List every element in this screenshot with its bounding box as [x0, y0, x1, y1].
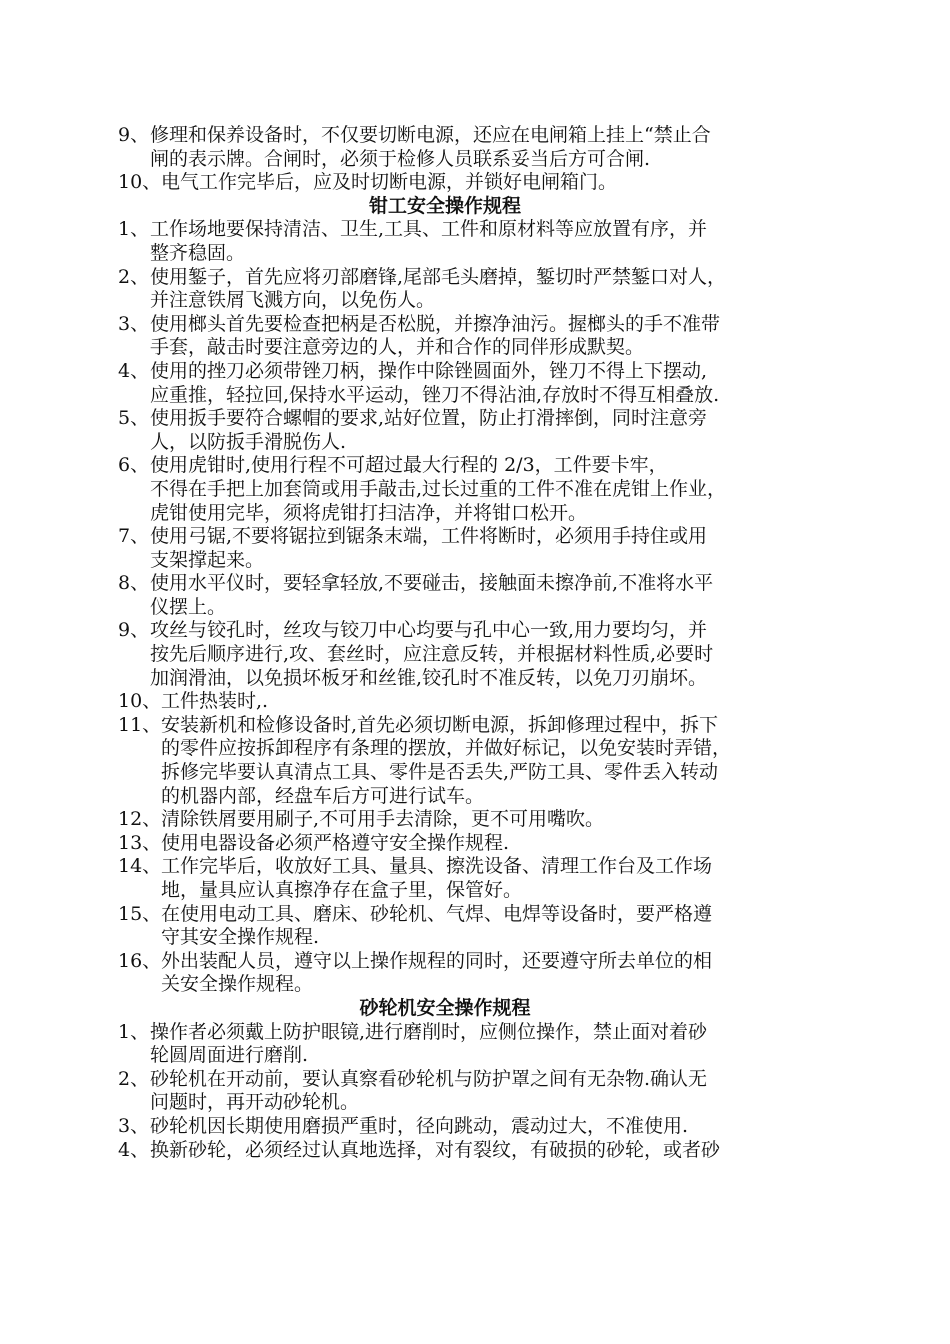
item-text-line: 工作场地要保持清洁、卫生,工具、工件和原材料等应放置有序，并 — [150, 218, 708, 241]
document-page — [118, 124, 832, 1162]
item-text-line: 守其安全操作规程. — [161, 926, 320, 949]
section-heading: 钳工安全操作规程 — [368, 194, 521, 217]
item-text-line: 清除铁屑要用刷子,不可用手去清除，更不可用嘴吹。 — [161, 808, 605, 831]
list-item — [118, 808, 832, 832]
item-text-line: 外出装配人员，遵守以上操作规程的同时，还要遵守所去单位的相 — [161, 949, 713, 972]
item-number: 9、 — [118, 124, 150, 146]
item-text-line: 整齐稳固。 — [150, 241, 246, 264]
item-text-line: 使用虎钳时,使用行程不可超过最大行程的 2/3，工件要卡牢， — [150, 454, 668, 477]
list-item — [118, 1021, 832, 1068]
list-item — [118, 266, 832, 313]
item-text-line: 拆修完毕要认真清点工具、零件是否丢失,严防工具、零件丢入转动 — [161, 761, 719, 784]
item-text-line: 轮圆周面进行磨削. — [150, 1044, 309, 1067]
item-number: 15、 — [118, 902, 162, 925]
item-text-line: 安装新机和检修设备时,首先必须切断电源，拆卸修理过程中，拆下 — [161, 713, 719, 736]
item-text-line: 不得在手把上加套筒或用手敲击,过长过重的工件不准在虎钳上作业， — [150, 477, 727, 500]
item-number: 1、 — [118, 1020, 150, 1043]
list-item — [118, 525, 832, 572]
item-text-line: 的机器内部，经盘车后方可进行试车。 — [161, 784, 485, 807]
item-text-line: 地，量具应认真擦净存在盒子里，保管好。 — [161, 879, 523, 901]
item-number: 14、 — [118, 855, 162, 878]
list-item — [118, 572, 832, 619]
item-number: 3、 — [118, 312, 150, 335]
list-item — [118, 1068, 832, 1115]
item-number: 4、 — [118, 359, 150, 382]
item-text-line: 手套，敲击时要注意旁边的人，并和合作的同伴形成默契。 — [150, 336, 645, 359]
item-text-line: 闸的表示牌。合闸时，必须于检修人员联系妥当后方可合闸. — [150, 147, 651, 170]
item-text-line: 加润滑油，以免损坏板牙和丝锥,铰孔时不准反转，以免刀刃崩坏。 — [150, 666, 708, 689]
list-item — [118, 690, 832, 714]
list-item — [118, 124, 832, 171]
item-text-line: 修理和保养设备时，不仅要切断电源，还应在电闸箱上挂上“禁止合 — [150, 124, 711, 146]
list-item — [118, 855, 832, 902]
list-item — [118, 454, 832, 525]
list-item — [118, 903, 832, 950]
item-number: 1、 — [118, 218, 150, 241]
list-item — [118, 714, 832, 808]
list-item — [118, 171, 832, 195]
item-text-line: 电气工作完毕后，应及时切断电源，并锁好电闸箱门。 — [161, 171, 618, 194]
item-number: 11、 — [118, 713, 162, 736]
item-text-line: 砂轮机在开动前，要认真察看砂轮机与防护罩之间有无杂物.确认无 — [150, 1067, 708, 1090]
item-number: 8、 — [118, 572, 150, 595]
section-heading: 砂轮机安全操作规程 — [359, 996, 531, 1019]
item-number: 6、 — [118, 454, 150, 477]
item-text-line: 在使用电动工具、磨床、砂轮机、气焊、电焊等设备时，要严格遵 — [161, 902, 713, 925]
list-item — [118, 313, 832, 360]
item-text-line: 使用扳手要符合螺帽的要求,站好位置，防止打滑摔倒，同时注意旁 — [150, 407, 708, 430]
item-text-line: 工作完毕后，收放好工具、量具、擦洗设备、清理工作台及工作场 — [161, 855, 713, 878]
item-number: 7、 — [118, 525, 150, 548]
section — [118, 997, 832, 1162]
item-text-line: 使用弓锯,不要将锯拉到锯条末端，工件将断时，必须用手持住或用 — [150, 525, 708, 548]
item-number: 3、 — [118, 1114, 150, 1137]
item-text-line: 攻丝与铰孔时，丝攻与铰刀中心均要与孔中心一致,用力要均匀，并 — [150, 619, 708, 642]
item-number: 9、 — [118, 619, 150, 642]
list-item — [118, 950, 832, 997]
list-item — [118, 1115, 832, 1139]
item-number: 10、 — [118, 171, 162, 194]
item-text-line: 关安全操作规程。 — [161, 973, 314, 996]
item-text-line: 人，以防扳手滑脱伤人. — [150, 430, 347, 453]
item-number: 2、 — [118, 1067, 150, 1090]
item-number: 5、 — [118, 407, 150, 430]
item-number: 2、 — [118, 265, 150, 288]
list-item — [118, 407, 832, 454]
item-text-line: 换新砂轮，必须经过认真地选择，对有裂纹，有破损的砂轮，或者砂 — [150, 1138, 721, 1161]
item-number: 16、 — [118, 949, 162, 972]
list-item — [118, 1139, 832, 1163]
item-text-line: 支架撑起来。 — [150, 548, 265, 571]
item-text-line: 使用水平仪时，要轻拿轻放,不要碰击，接触面未擦净前,不准将水平 — [150, 572, 714, 595]
item-number: 10、 — [118, 690, 162, 713]
list-item — [118, 218, 832, 265]
list-item — [118, 832, 832, 856]
item-text-line: 虎钳使用完毕，须将虎钳打扫洁净，并将钳口松开。 — [150, 501, 588, 524]
item-text-line: 使用榔头首先要检查把柄是否松脱，并擦净油污。握榔头的手不准带 — [150, 312, 721, 335]
item-text-line: 使用的挫刀必须带锉刀柄，操作中除锉圆面外，锉刀不得上下摆动, — [150, 359, 708, 382]
item-text-line: 并注意铁屑飞溅方向，以免伤人。 — [150, 289, 436, 312]
section — [118, 195, 832, 997]
item-text-line: 应重推，轻拉回,保持水平运动，锉刀不得沾油,存放时不得互相叠放. — [150, 383, 720, 406]
item-text-line: 砂轮机因长期使用磨损严重时，径向跳动，震动过大，不准使用. — [150, 1114, 689, 1137]
item-text-line: 工件热装时,. — [161, 690, 269, 713]
list-item — [118, 360, 832, 407]
item-number: 13、 — [118, 831, 162, 854]
item-text-line: 使用电器设备必须严格遵守安全操作规程. — [161, 831, 510, 854]
item-text-line: 仪摆上。 — [150, 595, 227, 618]
list-item — [118, 619, 832, 690]
item-number: 4、 — [118, 1138, 150, 1161]
item-text-line: 操作者必须戴上防护眼镜,进行磨削时，应侧位操作，禁止面对着砂 — [150, 1020, 708, 1043]
item-number: 12、 — [118, 808, 162, 831]
section — [118, 124, 832, 195]
item-text-line: 按先后顺序进行,攻、套丝时，应注意反转，并根据材料性质,必要时 — [150, 643, 714, 666]
item-text-line: 的零件应按拆卸程序有条理的摆放，并做好标记，以免安装时弄错， — [161, 737, 732, 760]
item-text-line: 使用錾子，首先应将刃部磨锋,尾部毛头磨掉，錾切时严禁錾口对人， — [150, 265, 727, 288]
item-text-line: 问题时，再开动砂轮机。 — [150, 1091, 360, 1114]
